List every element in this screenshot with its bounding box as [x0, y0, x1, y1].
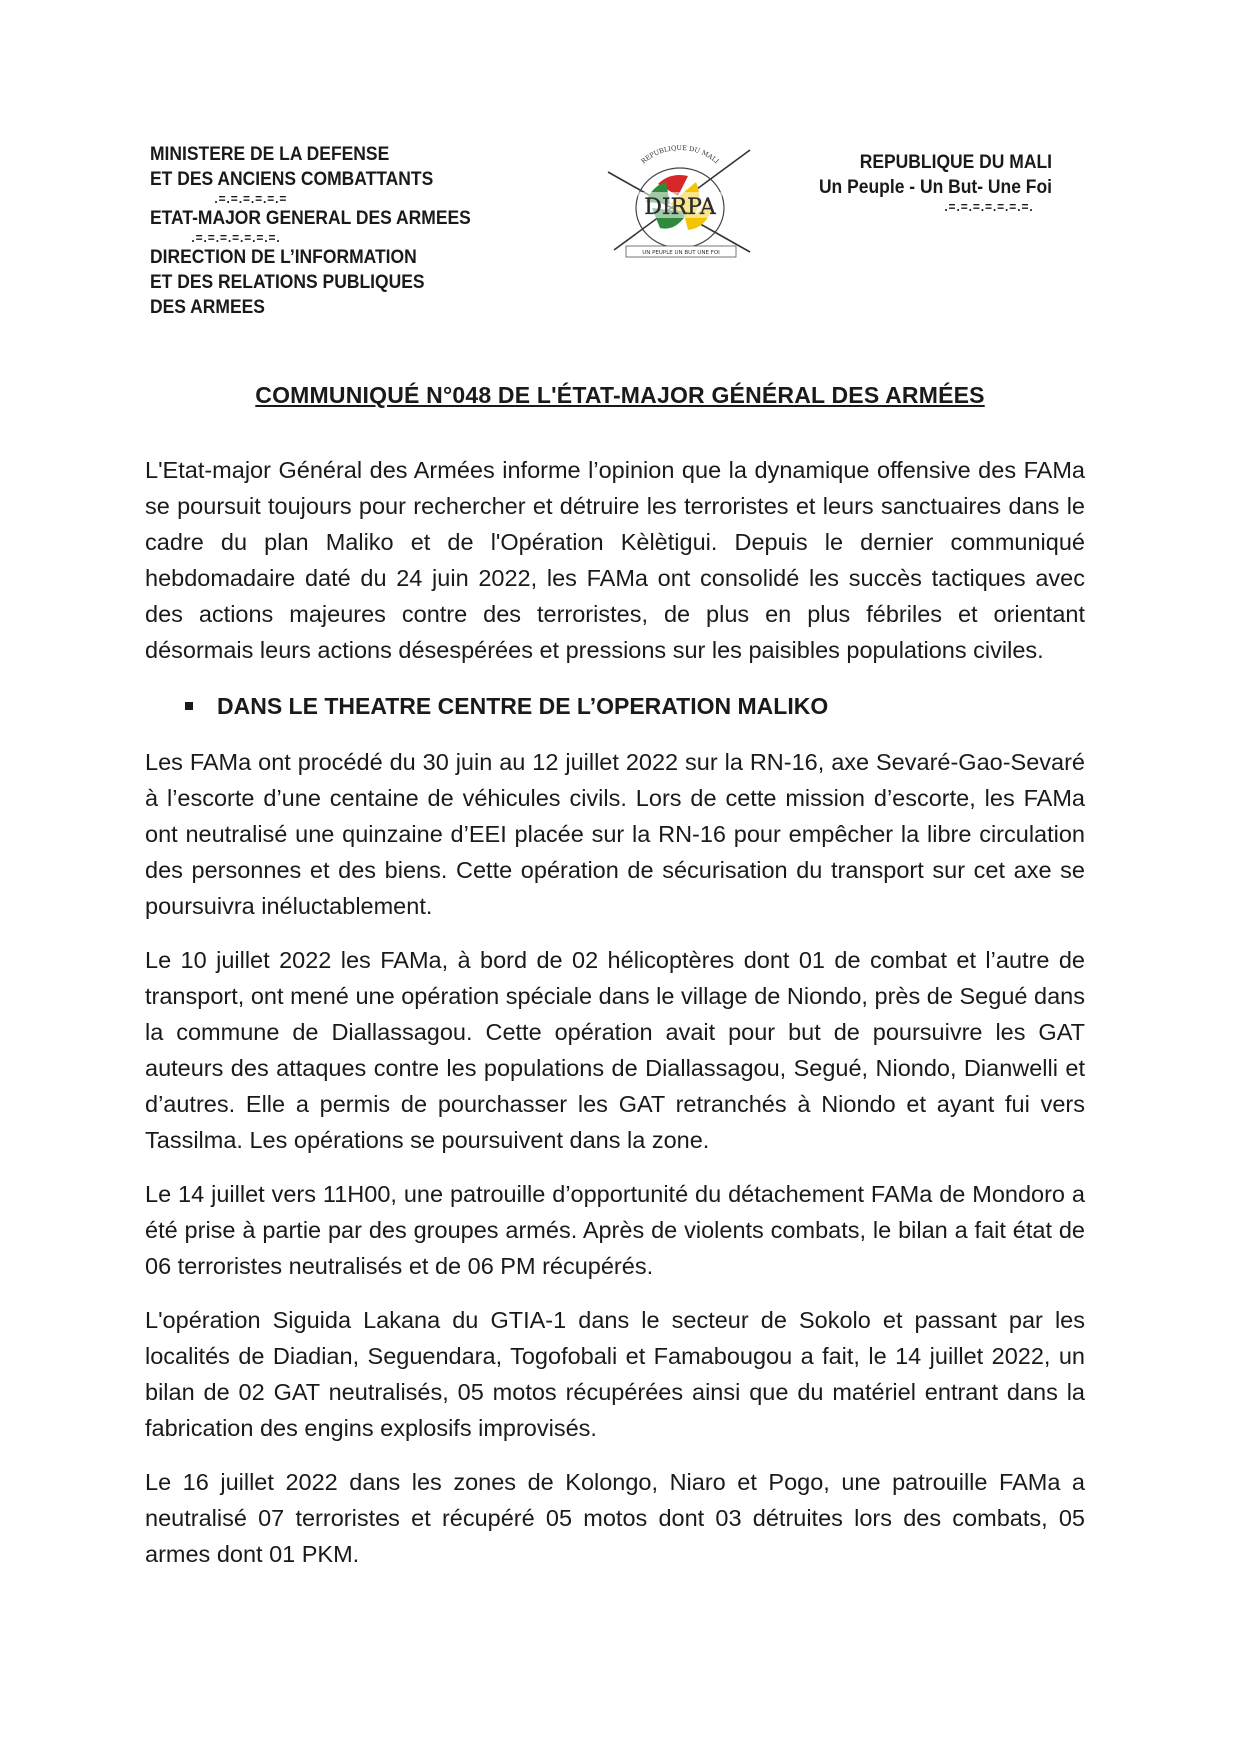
ministry-line: ET DES RELATIONS PUBLIQUES [150, 272, 425, 293]
separator: .=.=.=.=.=.= [214, 191, 288, 206]
paragraph: Le 10 juillet 2022 les FAMa, à bord de 02 hélicoptères dont 01 de combat et l’autre de transport, ont mené une opération spéciale dans le village de Niondo, près de Segué dans la commune de Diallassagou. Cette opération avait pour but de poursuivre les GAT auteurs des attaques contre les populations de Diallassagou, Segué, Niondo, Dianwelli et d’autres. Elle a permis de pourchasser les GAT retranchés à Niondo et ayant fui vers Tassilma. Les opérations se poursuivent dans la zone. [145, 947, 1085, 1153]
logo-motto-text: UN PEUPLE UN BUT UNE FOI [642, 250, 720, 256]
paragraph: Les FAMa ont procédé du 30 juin au 12 juillet 2022 sur la RN-16, axe Sevaré-Gao-Sevaré à l’escorte d’une centaine de véhicules civils. Lors de cette mission d’escorte, les FAMa ont neutralisé une quinzaine d’EEI placée sur la RN-16 pour empêcher la libre circulation des personnes et des biens. Cette opération de sécurisation du transport sur cet axe se poursuivra inéluctablement. [145, 749, 1085, 919]
republic-line: REPUBLIQUE DU MALI [859, 152, 1052, 173]
motto-line: Un Peuple - Un But- Une Foi [818, 177, 1052, 198]
dirpa-logo [600, 142, 760, 270]
paragraph: L'opération Siguida Lakana du GTIA-1 dans le secteur de Sokolo et passant par les localités de Diadian, Seguendara, Togofobali et Famabougou a fait, le 14 juillet 2022, un bilan de 02 GAT neutralisés, 05 motos récupérées ainsi que du matériel entrant dans la fabrication des engins explosifs improvisés. [145, 1307, 1085, 1441]
section-heading [185, 688, 1085, 724]
paragraph: Le 14 juillet vers 11H00, une patrouille d’opportunité du détachement FAMa de Mondoro a été prise à partie par des groupes armés. Après de violents combats, le bilan a fait état de 06 terroristes neutralisés et de 06 PM récupérés. [145, 1181, 1085, 1279]
logo-wordmark: DIRPA [644, 195, 716, 220]
separator: .=.=.=.=.=.=.=. [944, 199, 1034, 214]
separator: .=.=.=.=.=.=.=. [191, 230, 281, 245]
communique-title: COMMUNIQUÉ N°048 DE L'ÉTAT-MAJOR GÉNÉRAL DES ARMÉES [255, 382, 985, 408]
paragraph: Le 16 juillet 2022 dans les zones de Kolongo, Niaro et Pogo, une patrouille FAMa a neutralisé 07 terroristes et récupéré 05 motos dont 03 détruites lors des combats, 05 armes dont 01 PKM. [145, 1469, 1085, 1567]
ministry-line: MINISTERE DE LA DEFENSE [150, 144, 390, 165]
bullet-icon [185, 702, 193, 710]
ministry-line: ETAT-MAJOR GENERAL DES ARMEES [150, 208, 471, 229]
communique-body [145, 452, 1085, 1590]
ministry-header [150, 142, 500, 320]
ministry-line: ET DES ANCIENS COMBATTANTS [150, 169, 434, 190]
ministry-line: DIRECTION DE L’INFORMATION [150, 247, 417, 268]
ministry-line: DES ARMEES [150, 297, 265, 318]
republic-header [776, 150, 1052, 214]
intro-paragraph: L'Etat-major Général des Armées informe l’opinion que la dynamique offensive des FAMa se poursuit toujours pour rechercher et détruire les terroristes et leurs sanctuaires dans le cadre du plan Maliko et de l'Opération Kèlètigui. Depuis le dernier communiqué hebdomadaire daté du 24 juin 2022, les FAMa ont consolidé les succès tactiques avec des actions majeures contre des terroristes, de plus en plus fébriles et orientant désormais leurs actions désespérées et pressions sur les paisibles populations civiles. [145, 457, 1085, 663]
logo-top-text: REPUBLIQUE DU MALI [639, 143, 721, 166]
section-heading-text: DANS LE THEATRE CENTRE DE L’OPERATION MALIKO [217, 693, 829, 719]
